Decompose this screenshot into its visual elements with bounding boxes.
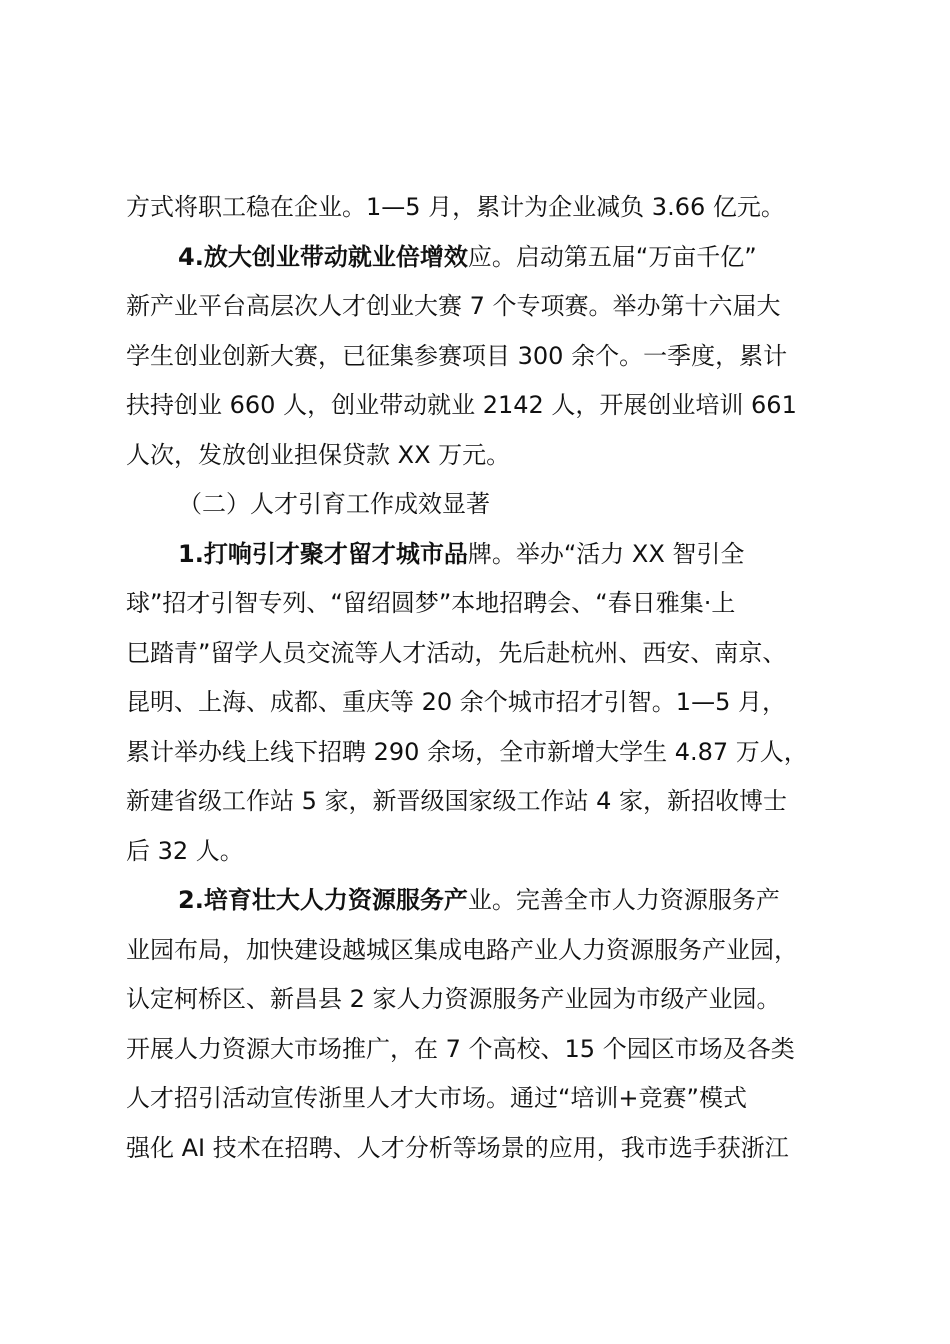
paragraph-line: 人次，发放创业担保贷款 XX 万元。: [126, 440, 511, 469]
paragraph-line: 学生创业创新大赛，已征集参赛项目 300 余个。一季度，累计: [126, 341, 788, 370]
paragraph-line: 球”招才引智专列、“留绍圆梦”本地招聘会、“春日雅集·上: [126, 589, 736, 617]
heading-continuation: 应。启动第五届“万亩千亿”: [467, 242, 757, 271]
section-heading: （二）人才引育工作成效显著: [178, 490, 490, 518]
heading-continuation: 牌。举办“活力 XX 智引全: [467, 539, 745, 568]
paragraph-line: 昆明、上海、成都、重庆等 20 余个城市招才引智。1—5 月，: [126, 688, 786, 716]
paragraph-line: 新建省级工作站 5 家，新晋级国家级工作站 4 家，新招收博士: [126, 787, 788, 815]
paragraph-line: 巳踏青”留学人员交流等人才活动，先后赴杭州、西安、南京、: [126, 638, 787, 667]
bold-heading: 4.放大创业带动就业倍增效: [178, 242, 468, 271]
paragraph-line: 开展人力资源大市场推广，在 7 个高校、15 个园区市场及各类: [126, 1034, 795, 1063]
bold-heading: 2.培育壮大人力资源服务产: [178, 886, 468, 914]
paragraph-line: 新产业平台高层次人才创业大赛 7 个专项赛。举办第十六届大: [126, 292, 781, 320]
paragraph-line: 扶持创业 660 人，创业带动就业 2142 人，开展创业培训 661: [126, 391, 797, 419]
heading-continuation: 业。完善全市人力资源服务产: [467, 886, 780, 914]
paragraph-heading-line: [126, 530, 856, 580]
bold-heading: 1.打响引才聚才留才城市品: [178, 539, 468, 568]
paragraph-line: 方式将职工稳在企业。1—5 月，累计为企业减负 3.66 亿元。: [126, 193, 785, 221]
document-body: [126, 183, 856, 1173]
paragraph-line: 后 32 人。: [126, 836, 244, 865]
paragraph-line: 累计举办线上线下招聘 290 余场，全市新增大学生 4.87 万人，: [126, 737, 808, 766]
paragraph-line: 人才招引活动宣传浙里人才大市场。通过“培训+竞赛”模式: [126, 1084, 747, 1112]
paragraph-line: 业园布局，加快建设越城区集成电路产业人力资源服务产业园，: [126, 935, 798, 964]
paragraph-line: 认定柯桥区、新昌县 2 家人力资源服务产业园为市级产业园。: [126, 985, 781, 1013]
paragraph-line: 强化 AI 技术在招聘、人才分析等场景的应用，我市选手获浙江: [126, 1133, 789, 1162]
paragraph-heading-line: [126, 233, 856, 283]
paragraph-heading-line: [126, 876, 856, 926]
